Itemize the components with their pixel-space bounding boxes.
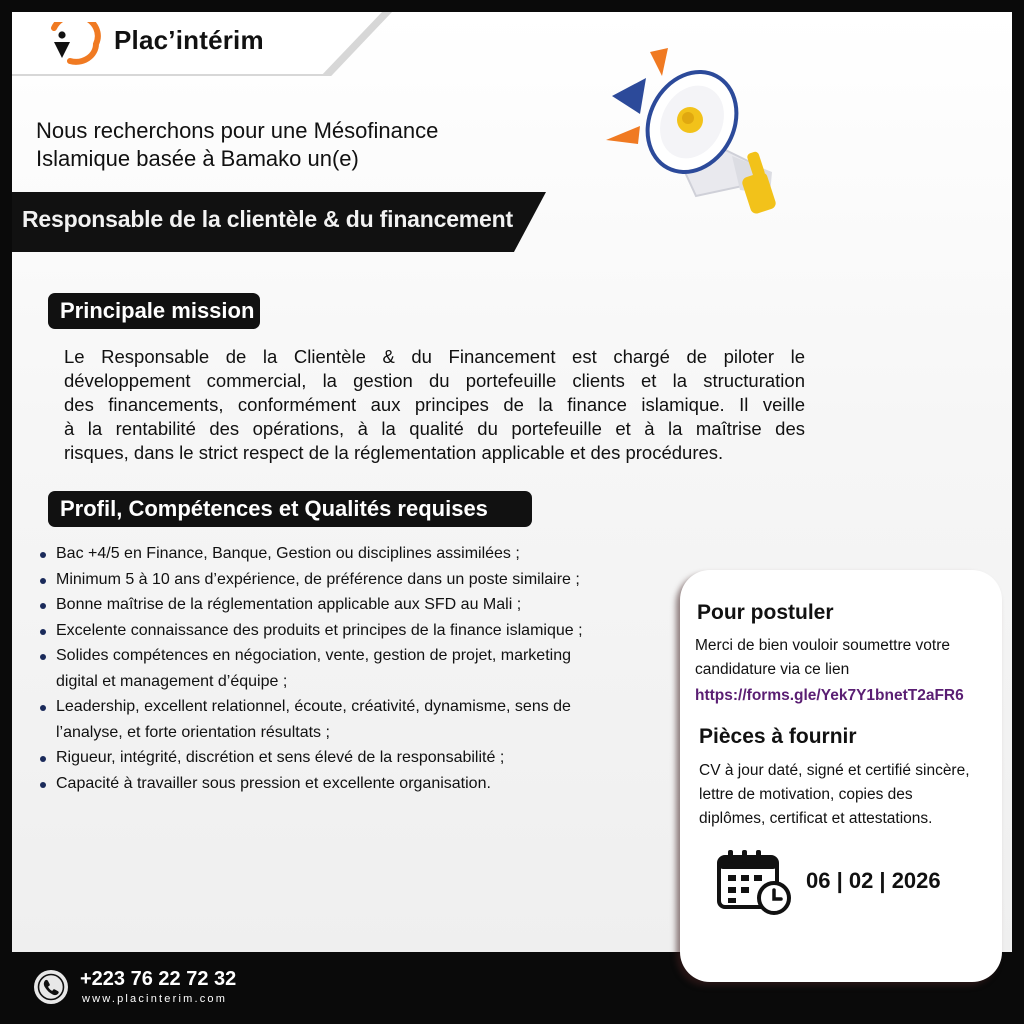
mission-line: développement commercial, la gestion du portefeuille clients et la structuration bbox=[64, 370, 805, 391]
list-item bbox=[36, 771, 676, 797]
profile-heading: Profil, Compétences et Qualités requises bbox=[48, 491, 532, 527]
list-item bbox=[36, 592, 676, 618]
intro-line-2: Islamique basée à Bamako un(e) bbox=[36, 146, 359, 171]
deadline-date: 06 | 02 | 2026 bbox=[806, 868, 941, 893]
mission-line: risques, dans le strict respect de la réglementation applicable et des procédures. bbox=[64, 442, 724, 463]
list-item bbox=[36, 618, 676, 644]
documents-line-3: diplômes, certificat et attestations. bbox=[699, 810, 933, 827]
megaphone-icon bbox=[600, 44, 810, 234]
list-item-text: Excelente connaissance des produits et principes de la finance islamique ; bbox=[56, 621, 583, 639]
mission-text bbox=[64, 345, 805, 465]
list-item-text: Capacité à travailler sous pression et excellente organisation. bbox=[56, 774, 491, 792]
mission-line: Le Responsable de la Clientèle & du Financement est chargé de piloter le bbox=[64, 346, 805, 367]
website-link[interactable]: www.placinterim.com bbox=[82, 993, 228, 1005]
list-item bbox=[36, 745, 676, 771]
phone-number[interactable]: +223 76 22 72 32 bbox=[80, 968, 237, 990]
mission-heading: Principale mission bbox=[48, 293, 260, 329]
apply-line-2: candidature via ce lien bbox=[695, 661, 850, 678]
mission-line: à la rentabilité des opérations, à la qualité du portefeuille et à la maîtrise des bbox=[64, 418, 805, 439]
intro-line-1: Nous recherchons pour une Mésofinance bbox=[36, 118, 439, 143]
list-item-text-cont: digital et management d’équipe ; bbox=[56, 672, 288, 690]
list-item-text: Bac +4/5 en Finance, Banque, Gestion ou disciplines assimilées ; bbox=[56, 545, 520, 562]
list-item-text: Leadership, excellent relationnel, écoute, créativité, dynamisme, sens de bbox=[56, 698, 571, 715]
profile-list bbox=[36, 541, 676, 796]
list-item-text: Rigueur, intégrité, discrétion et sens élevé de la responsabilité ; bbox=[56, 749, 505, 766]
list-item bbox=[36, 694, 676, 745]
list-item-text: Solides compétences en négociation, vente, gestion de projet, marketing bbox=[56, 647, 571, 664]
mission-line: des financements, conformément aux principes de la finance islamique. Il veille bbox=[64, 394, 805, 415]
apply-line-1: Merci de bien vouloir soumettre votre bbox=[695, 637, 951, 654]
logo-mark-icon bbox=[40, 22, 104, 66]
list-item bbox=[36, 567, 676, 593]
list-item-text: Bonne maîtrise de la réglementation applicable aux SFD au Mali ; bbox=[56, 596, 522, 613]
list-item-text-cont: l’analyse, et forte orientation résultats ; bbox=[56, 723, 330, 741]
apply-heading: Pour postuler bbox=[697, 601, 834, 624]
list-item bbox=[36, 643, 676, 694]
documents-line-2: lettre de motivation, copies des bbox=[699, 786, 913, 803]
documents-line-1: CV à jour daté, signé et certifié sincère, bbox=[699, 762, 970, 779]
documents-heading: Pièces à fournir bbox=[699, 725, 857, 748]
job-title: Responsable de la clientèle & du financement bbox=[22, 206, 513, 232]
list-item bbox=[36, 541, 676, 567]
calendar-clock-icon bbox=[714, 848, 796, 916]
brand-name: Plac’intérim bbox=[114, 25, 264, 55]
intro-text bbox=[36, 117, 556, 173]
phone-icon bbox=[34, 970, 68, 1004]
list-item-text: Minimum 5 à 10 ans d’expérience, de préférence dans un poste similaire ; bbox=[56, 570, 580, 588]
apply-link[interactable]: https://forms.gle/Yek7Y1bnetT2aFR6 bbox=[695, 687, 964, 704]
